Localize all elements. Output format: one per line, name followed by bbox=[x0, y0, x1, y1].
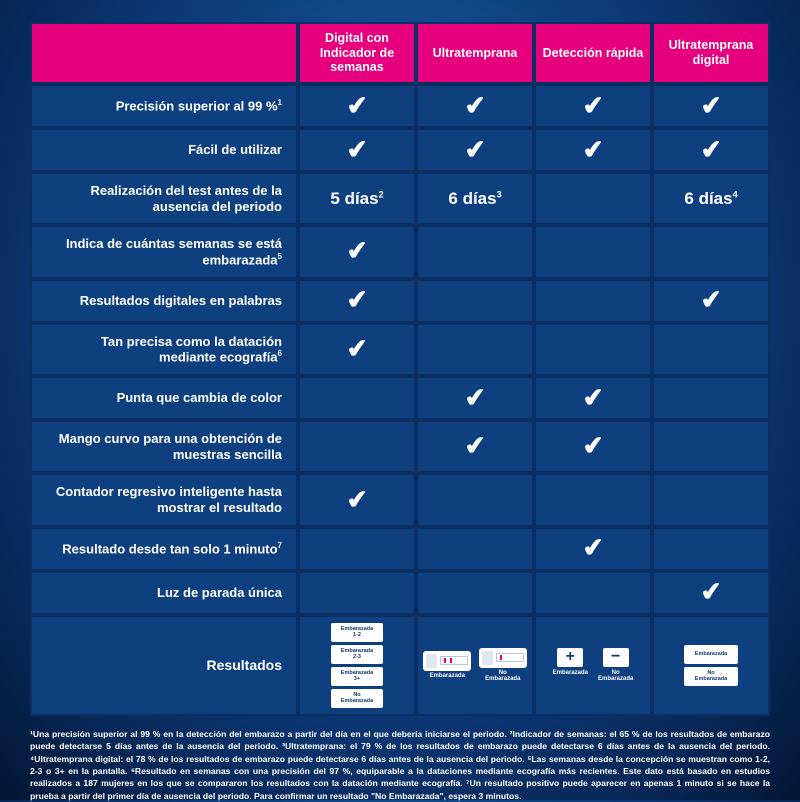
footnotes: ¹Una precisión superior al 99 % en la detección del embarazo a partir del día en el que debería iniciarse el periodo. ²Indicador de semanas: el 65 % de los resultados de embarazo puede detectarse 5 días antes de la ausencia del periodo. ³Ultratemprana: el 79 % de los resultados de embarazo puede detectarse 6 días antes de la ausencia del periodo. ⁴Ultratemprana digital: el 78 % de los resultados de embarazo puede detectarse 6 días antes de la ausencia del periodo. ⁵Las semanas desde la concepción se muestran como 1-2, 2-3 o 3+ en la pantalla. ⁶Resultado en semanas con una precisión del 97 %, equiparable a la dataciones mediante ecografía más recientes. Este dato está basado en estudios realizados a 187 mujeres en los que se compararon los resultados con la datación mediante ecografía. ⁷Un resultado positivo puede aparecer en apenas 1 minuto si se hace la prueba a partir del primer día de ausencia del periodo. Para confirmar un resultado "No Embarazada", espera 3 minutos. bbox=[30, 728, 770, 801]
table-row bbox=[30, 279, 770, 323]
empty-cell bbox=[534, 172, 652, 225]
check-icon: ✔ bbox=[652, 84, 770, 128]
check-icon: ✔ bbox=[298, 473, 416, 526]
empty-cell bbox=[416, 323, 534, 377]
check-icon: ✔ bbox=[416, 128, 534, 172]
results-ultratemprana bbox=[416, 615, 534, 716]
empty-cell bbox=[298, 376, 416, 420]
feature-label: Resultados digitales en palabras bbox=[30, 279, 298, 323]
header-blank-cell bbox=[30, 22, 298, 84]
results-ultratemprana-digital bbox=[652, 615, 770, 716]
table-header-row bbox=[30, 22, 770, 84]
check-icon: ✔ bbox=[534, 420, 652, 473]
check-icon: ✔ bbox=[298, 225, 416, 279]
minus-sign-icon: − bbox=[603, 648, 629, 667]
empty-cell bbox=[416, 279, 534, 323]
check-icon: ✔ bbox=[534, 128, 652, 172]
check-icon: ✔ bbox=[652, 571, 770, 615]
feature-label: Mango curvo para una obtención de muestras sencilla bbox=[30, 420, 298, 473]
empty-cell bbox=[652, 376, 770, 420]
empty-cell bbox=[534, 473, 652, 526]
check-icon: ✔ bbox=[534, 527, 652, 571]
result-chip: Embarazada 3+ bbox=[331, 667, 383, 686]
empty-cell bbox=[298, 420, 416, 473]
check-icon: ✔ bbox=[416, 376, 534, 420]
empty-cell bbox=[652, 323, 770, 377]
results-deteccion-rapida bbox=[534, 615, 652, 716]
empty-cell bbox=[652, 473, 770, 526]
feature-label: Precisión superior al 99 %$^1$ bbox=[30, 84, 298, 128]
table-row bbox=[30, 128, 770, 172]
feature-label: Realización del test antes de la ausencia del periodo bbox=[30, 172, 298, 225]
results-digital-weeks bbox=[298, 615, 416, 716]
result-chip: No Embarazada bbox=[684, 667, 738, 686]
empty-cell bbox=[416, 571, 534, 615]
result-chip: No Embarazada bbox=[331, 689, 383, 708]
table-row bbox=[30, 571, 770, 615]
feature-label: Contador regresivo inteligente hasta mostrar el resultado bbox=[30, 473, 298, 526]
empty-cell bbox=[534, 225, 652, 279]
table-row bbox=[30, 323, 770, 377]
table-body bbox=[30, 84, 770, 716]
check-icon: ✔ bbox=[298, 279, 416, 323]
feature-label: Indica de cuántas semanas se está embarazada$^5$ bbox=[30, 225, 298, 279]
check-icon: ✔ bbox=[298, 84, 416, 128]
value-text: 6 días$^4$ bbox=[652, 172, 770, 225]
result-chip: Embarazada 1-2 bbox=[331, 623, 383, 642]
value-text: 6 días$^3$ bbox=[416, 172, 534, 225]
check-icon: ✔ bbox=[298, 128, 416, 172]
empty-cell bbox=[534, 323, 652, 377]
check-icon: ✔ bbox=[534, 84, 652, 128]
result-chip: Embarazada 2-3 bbox=[331, 645, 383, 664]
empty-cell bbox=[534, 279, 652, 323]
results-row bbox=[30, 615, 770, 716]
feature-label: Resultado desde tan solo 1 minuto$^7$ bbox=[30, 527, 298, 571]
column-header-2: Ultratemprana bbox=[416, 22, 534, 84]
feature-label: Tan precisa como la datación mediante ecografía$^6$ bbox=[30, 323, 298, 377]
feature-label: Fácil de utilizar bbox=[30, 128, 298, 172]
check-icon: ✔ bbox=[298, 323, 416, 377]
comparison-table bbox=[30, 22, 770, 716]
empty-cell bbox=[534, 571, 652, 615]
test-stick-positive-icon bbox=[423, 651, 471, 671]
table-row bbox=[30, 376, 770, 420]
empty-cell bbox=[652, 420, 770, 473]
table-row bbox=[30, 420, 770, 473]
empty-cell bbox=[652, 527, 770, 571]
test-stick-negative-icon bbox=[479, 648, 527, 668]
check-icon: ✔ bbox=[534, 376, 652, 420]
plus-sign-icon: + bbox=[557, 648, 583, 667]
result-label: Embarazada bbox=[429, 672, 465, 679]
check-icon: ✔ bbox=[652, 279, 770, 323]
results-label: Resultados bbox=[30, 615, 298, 716]
table-row bbox=[30, 225, 770, 279]
value-text: 5 días$^2$ bbox=[298, 172, 416, 225]
result-label: No Embarazada bbox=[598, 669, 634, 683]
table-row bbox=[30, 473, 770, 526]
table-row bbox=[30, 527, 770, 571]
feature-label: Punta que cambia de color bbox=[30, 376, 298, 420]
empty-cell bbox=[652, 225, 770, 279]
empty-cell bbox=[416, 527, 534, 571]
check-icon: ✔ bbox=[416, 420, 534, 473]
table-row bbox=[30, 84, 770, 128]
column-header-1: Digital con Indicador de semanas bbox=[298, 22, 416, 84]
empty-cell bbox=[298, 527, 416, 571]
empty-cell bbox=[416, 225, 534, 279]
result-label: Embarazada bbox=[552, 669, 588, 676]
result-chip: Embarazada bbox=[684, 645, 738, 664]
column-header-4: Ultratemprana digital bbox=[652, 22, 770, 84]
empty-cell bbox=[416, 473, 534, 526]
column-header-3: Detección rápida bbox=[534, 22, 652, 84]
check-icon: ✔ bbox=[416, 84, 534, 128]
result-label: No Embarazada bbox=[485, 669, 521, 683]
feature-label: Luz de parada única bbox=[30, 571, 298, 615]
empty-cell bbox=[298, 571, 416, 615]
table-row bbox=[30, 172, 770, 225]
check-icon: ✔ bbox=[652, 128, 770, 172]
